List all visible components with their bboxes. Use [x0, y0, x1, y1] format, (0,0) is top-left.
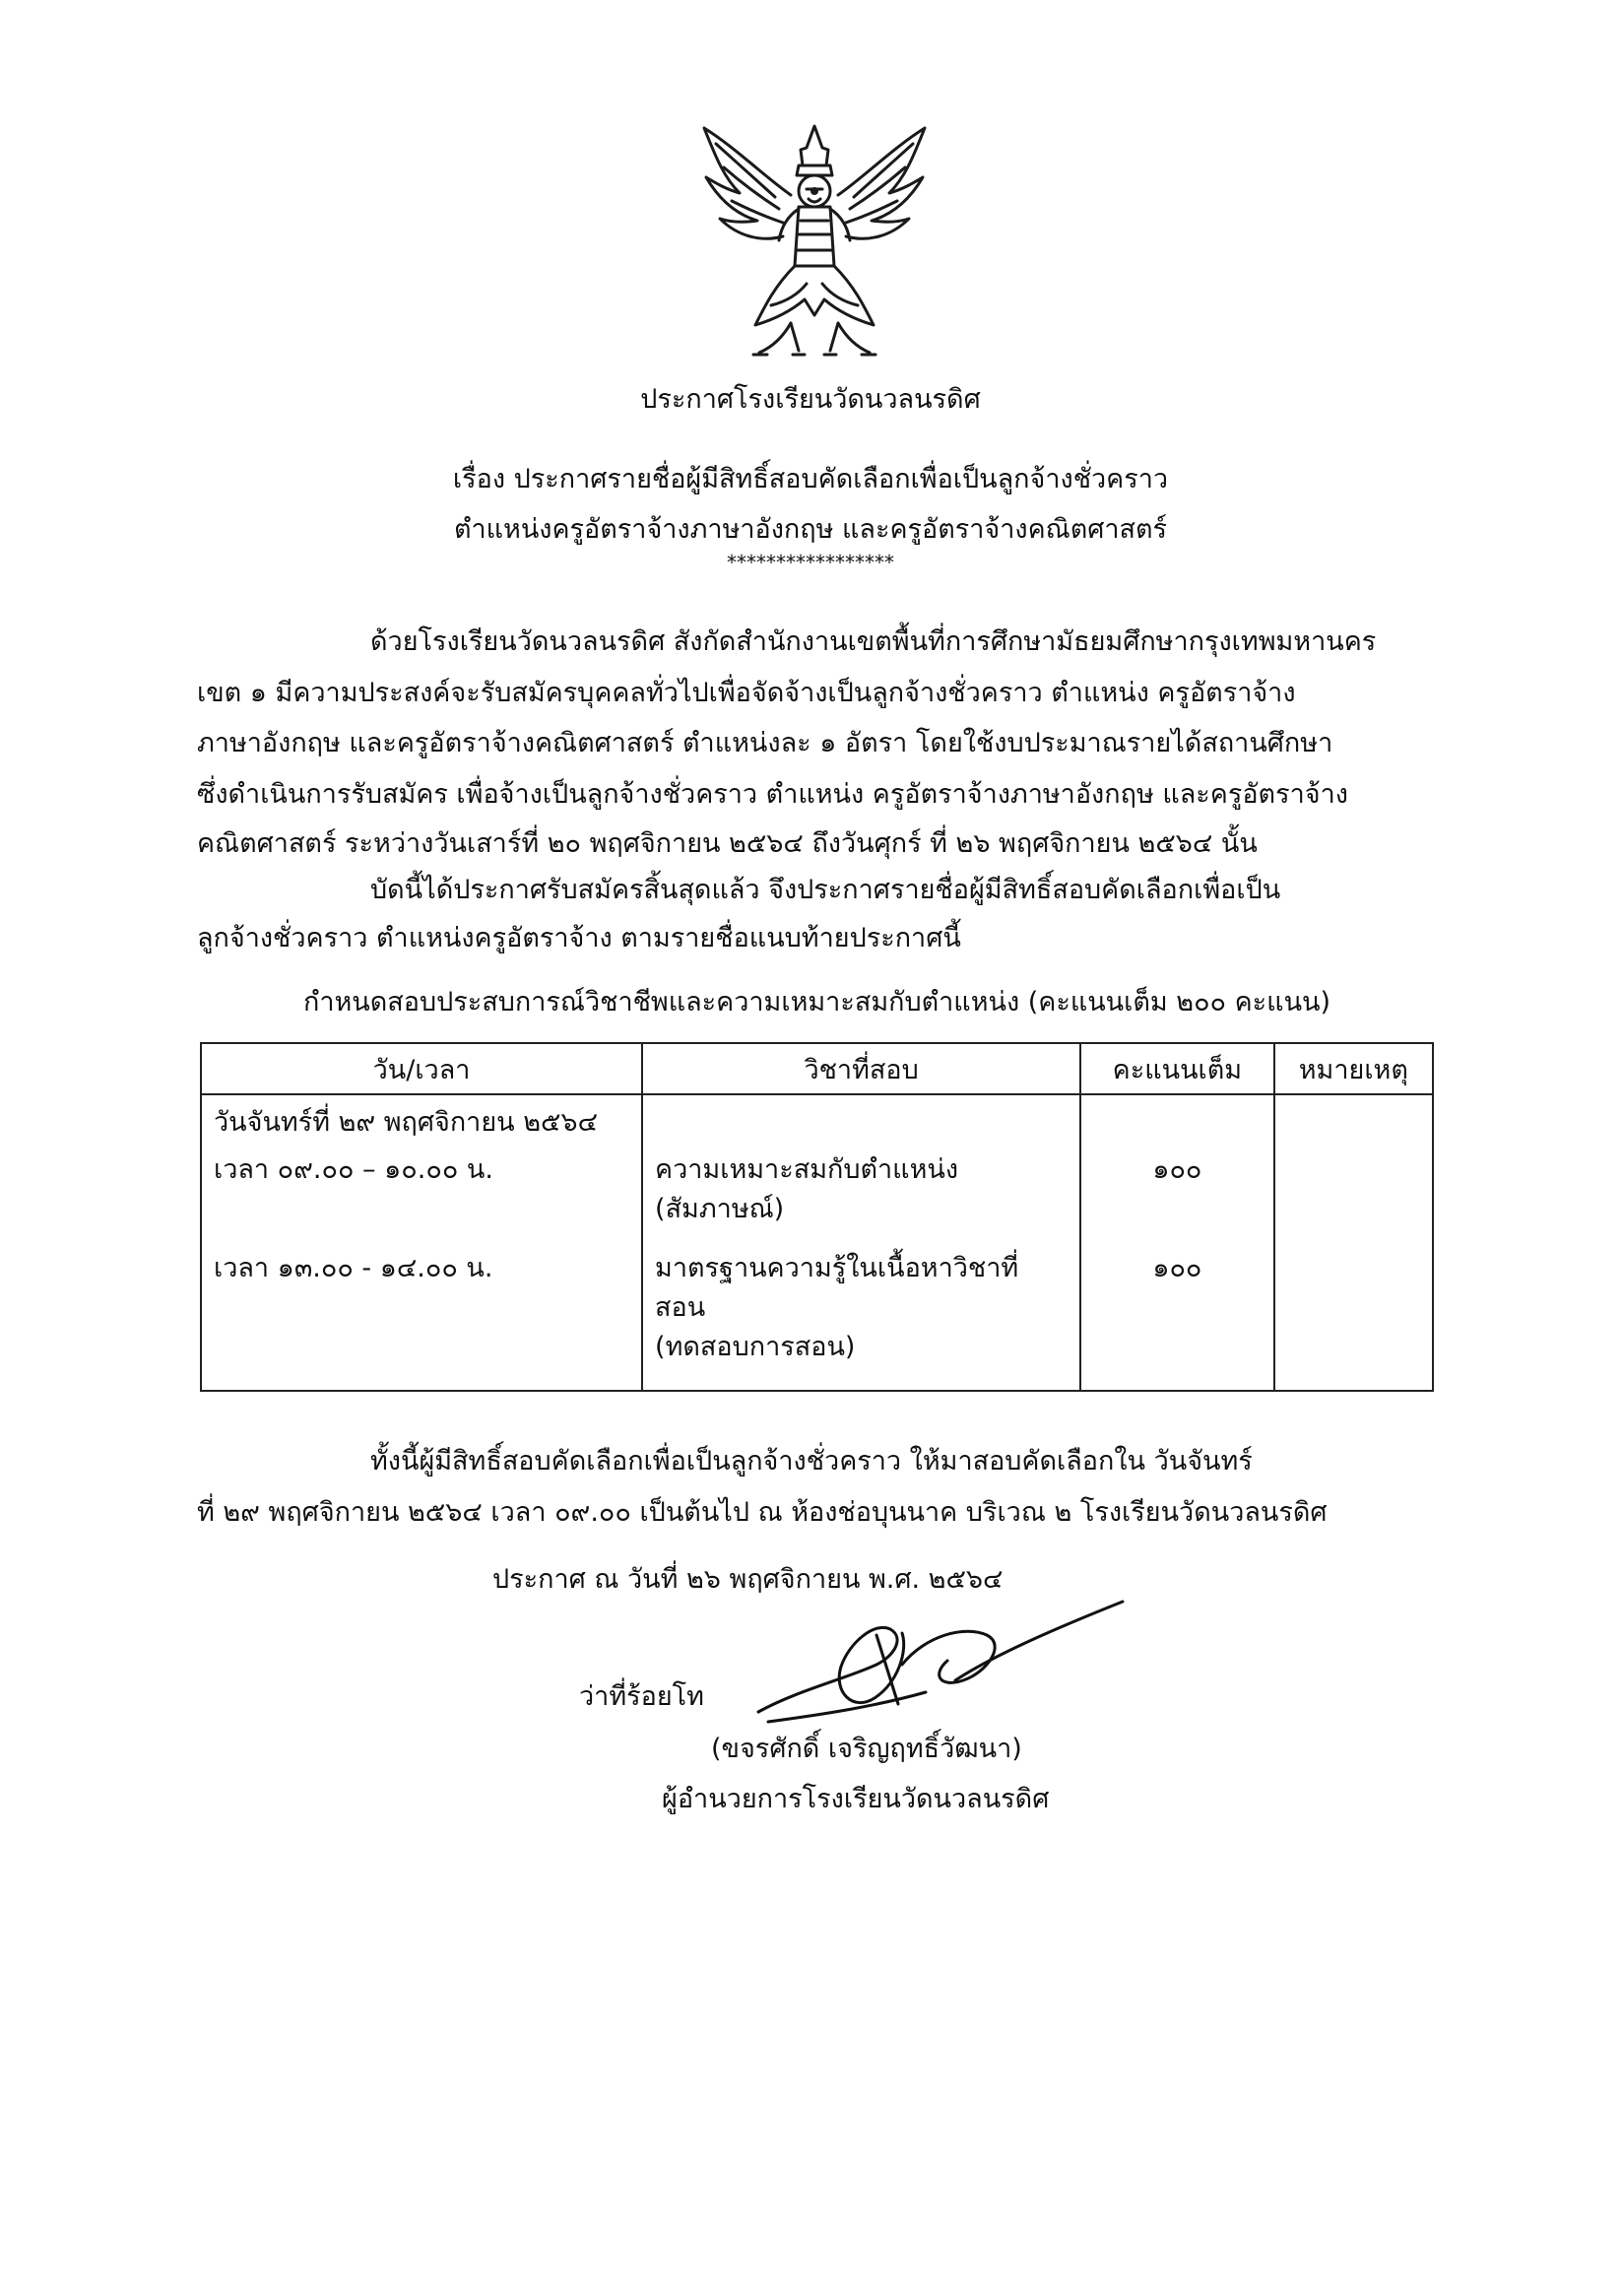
handwritten-signature	[729, 1596, 1133, 1743]
signatory-name: (ขจรศักดิ์ เจริญฤทธิ์วัฒนา)	[711, 1734, 1022, 1764]
para2-line-2: ลูกจ้างชั่วคราว ตำแหน่งครูอัตราจ้าง ตามรายชื่อแนบท้ายประกาศนี้	[197, 923, 961, 953]
separator: *****************	[727, 551, 894, 574]
cell-subject	[642, 1094, 1080, 1391]
subject-2-name: มาตรฐานความรู้ในเนื้อหาวิชาที่สอน	[655, 1253, 1019, 1323]
para1-line-5: คณิตศาสตร์ ระหว่างวันเสาร์ที่ ๒๐ พฤศจิกายน ๒๕๖๔ ถึงวันศุกร์ ที่ ๒๖ พฤศจิกายน ๒๕๖๔ นั้น	[197, 828, 1258, 859]
subject-1-method: (สัมภาษณ์)	[655, 1194, 785, 1224]
exam-time-2: เวลา ๑๓.๐๐ - ๑๔.๐๐ น.	[214, 1253, 493, 1283]
exam-time-1: เวลา ๐๙.๐๐ – ๑๐.๐๐ น.	[214, 1154, 493, 1185]
exam-date: วันจันทร์ที่ ๒๙ พฤศจิกายน ๒๕๖๔	[214, 1107, 599, 1138]
cell-date-time	[201, 1094, 642, 1391]
agency-title: ประกาศโรงเรียนวัดนวลนรดิศ	[640, 384, 981, 415]
exam-schedule-table	[200, 1042, 1434, 1392]
score-2: ๑๐๐	[1152, 1253, 1202, 1283]
header-subject: วิชาที่สอบ	[642, 1043, 1080, 1094]
header-remark: หมายเหตุ	[1274, 1043, 1433, 1094]
score-1: ๑๐๐	[1152, 1154, 1202, 1185]
signatory-title: ผู้อำนวยการโรงเรียนวัดนวลนรดิศ	[662, 1784, 1050, 1814]
subject-2-method: (ทดสอบการสอน)	[655, 1332, 856, 1362]
announce-date: ประกาศ ณ วันที่ ๒๖ พฤศจิกายน พ.ศ. ๒๕๖๔	[492, 1564, 1004, 1595]
closing-line-1: ทั้งนี้ผู้มีสิทธิ์สอบคัดเลือกเพื่อเป็นลูกจ้างชั่วคราว ให้มาสอบคัดเลือกใน วันจันทร์	[370, 1446, 1253, 1476]
para1-line-2: เขต ๑ มีความประสงค์จะรับสมัครบุคคลทั่วไปเพื่อจัดจ้างเป็นลูกจ้างชั่วคราว ตำแหน่ง ครูอัตราจ้าง	[197, 678, 1296, 708]
para1-line-1: ด้วยโรงเรียนวัดนวลนรดิศ สังกัดสำนักงานเขตพื้นที่การศึกษามัธยมศึกษากรุงเทพมหานคร	[370, 626, 1377, 657]
subject-line-2: ตำแหน่งครูอัตราจ้างภาษาอังกฤษ และครูอัตราจ้างคณิตศาสตร์	[453, 514, 1168, 545]
table-caption: กำหนดสอบประสบการณ์วิชาชีพและความเหมาะสมกับตำแหน่ง (คะแนนเต็ม ๒๐๐ คะแนน)	[303, 987, 1331, 1017]
table-row	[201, 1094, 1433, 1391]
table-header-row	[201, 1043, 1433, 1094]
closing-line-2: ที่ ๒๙ พฤศจิกายน ๒๕๖๔ เวลา ๐๙.๐๐ เป็นต้นไป ณ ห้องช่อบุนนาค บริเวณ ๒ โรงเรียนวัดนวลนรดิศ	[197, 1497, 1328, 1528]
para1-line-4: ซึ่งดำเนินการรับสมัคร เพื่อจ้างเป็นลูกจ้างชั่วคราว ตำแหน่ง ครูอัตราจ้างภาษาอังกฤษ และครูอัตราจ้าง	[197, 779, 1348, 810]
para1-line-3: ภาษาอังกฤษ และครูอัตราจ้างคณิตศาสตร์ ตำแหน่งละ ๑ อัตรา โดยใช้งบประมาณรายได้สถานศึกษา	[197, 728, 1333, 758]
cell-full-score	[1080, 1094, 1274, 1391]
header-full-score: คะแนนเต็ม	[1080, 1043, 1274, 1094]
subject-line-1: เรื่อง ประกาศรายชื่อผู้มีสิทธิ์สอบคัดเลือกเพื่อเป็นลูกจ้างชั่วคราว	[452, 464, 1169, 494]
subject-1-name: ความเหมาะสมกับตำแหน่ง	[655, 1154, 959, 1185]
para2-line-1: บัดนี้ได้ประกาศรับสมัครสิ้นสุดแล้ว จึงประกาศรายชื่อผู้มีสิทธิ์สอบคัดเลือกเพื่อเป็น	[370, 875, 1281, 905]
header-date-time: วัน/เวลา	[201, 1043, 642, 1094]
cell-remark	[1274, 1094, 1433, 1391]
garuda-emblem	[696, 118, 933, 364]
signatory-rank: ว่าที่ร้อยโท	[579, 1681, 704, 1712]
